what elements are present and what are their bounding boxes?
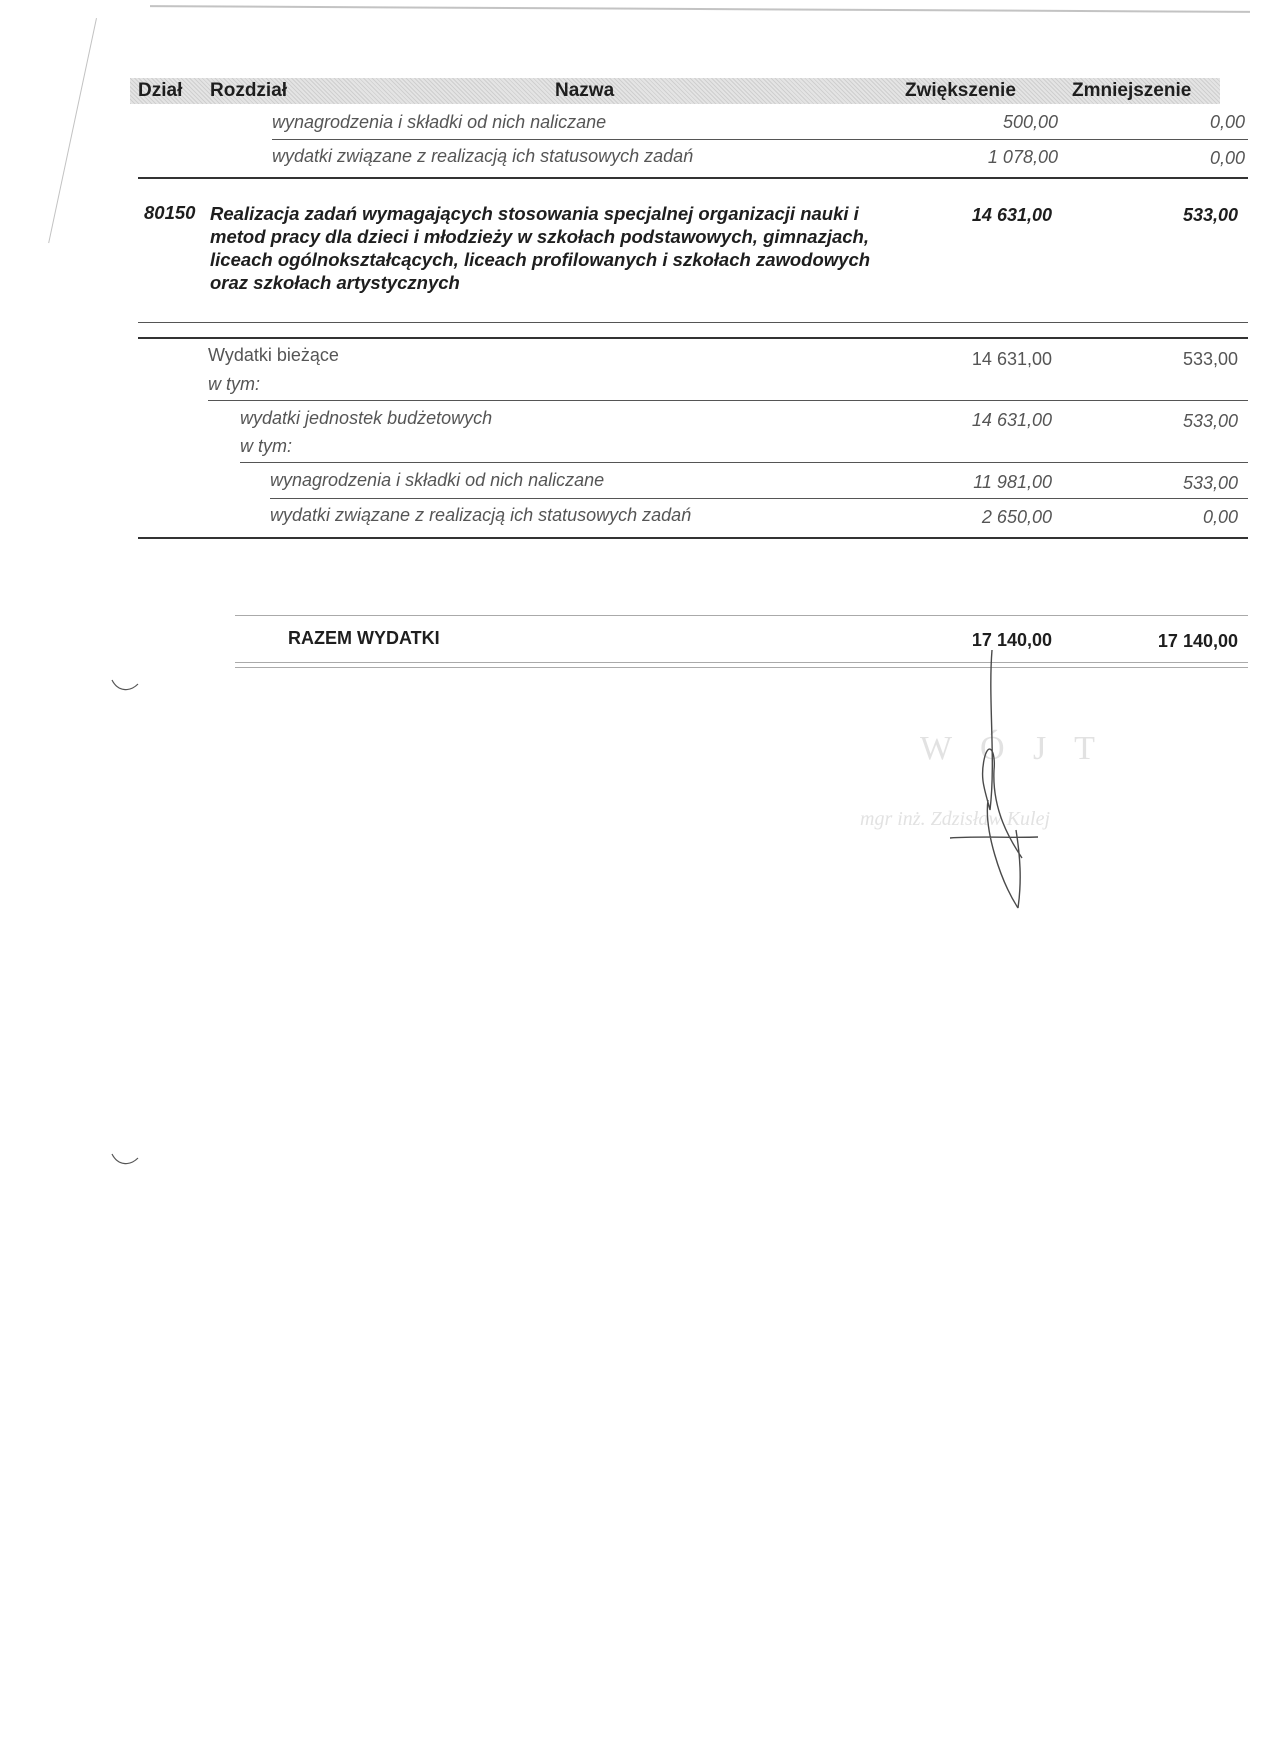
header-zwiekszenie: Zwiększenie [905, 80, 1016, 101]
scan-left-edge [48, 18, 97, 243]
scan-top-edge [150, 5, 1250, 13]
section-divider-bottom [138, 322, 1248, 323]
sub-row-1-increase: 11 981,00 [973, 472, 1052, 492]
top-row-1-increase: 500,00 [1002, 112, 1058, 132]
units-name: wydatki jednostek budżetowych [240, 408, 493, 428]
total-decrease: 17 140,00 [1157, 631, 1238, 651]
table-header-band [130, 78, 1220, 104]
signature-icon [930, 640, 1050, 920]
row-divider [272, 139, 1248, 140]
section-title: Realizacja zadań wymagających stosowania specjalnej organizacji nauki i metod pracy dla dzieci i młodzieży w szkołach podstawowych, gimnazjach, liceach ogólnokształcących, liceach profilowanych i szkołach zawodowych oraz szkołach artystycznych [210, 203, 871, 293]
stamp-title: W Ó J T [920, 730, 1105, 767]
current-increase: 14 631,00 [971, 349, 1052, 369]
header-dzial: Dział [138, 80, 183, 101]
units-decrease: 533,00 [1182, 411, 1238, 431]
row-divider [208, 400, 1248, 401]
current-name: Wydatki bieżące [208, 345, 339, 365]
row-divider [240, 462, 1248, 463]
row-divider [270, 498, 1248, 499]
top-row-1-name: wynagrodzenia i składki od nich naliczane [272, 112, 607, 132]
sub-row-2-decrease: 0,00 [1202, 507, 1238, 527]
section-divider [138, 177, 1248, 179]
total-increase: 17 140,00 [971, 630, 1052, 650]
current-w-tym: w tym: [208, 374, 260, 394]
sub-row-1-decrease: 533,00 [1182, 473, 1238, 493]
punch-hole-mark-bottom [110, 1150, 140, 1170]
sub-row-2-name: wydatki związane z realizacją ich statusowych zadań [270, 505, 692, 525]
sub-row-1-name: wynagrodzenia i składki od nich naliczane [270, 470, 605, 490]
top-row-2-increase: 1 078,00 [987, 147, 1058, 167]
section-code: 80150 [144, 202, 196, 223]
header-zmniejszenie: Zmniejszenie [1072, 80, 1192, 101]
top-row-2-decrease: 0,00 [1209, 148, 1245, 168]
section-increase: 14 631,00 [971, 205, 1052, 225]
total-top-line [235, 615, 1248, 616]
units-w-tym: w tym: [240, 436, 292, 456]
top-row-2-name: wydatki związane z realizacją ich statusowych zadań [272, 146, 694, 166]
punch-hole-mark-top [110, 676, 140, 696]
table-bottom-line [138, 537, 1248, 539]
total-label: RAZEM WYDATKI [288, 628, 440, 648]
current-decrease: 533,00 [1182, 349, 1238, 369]
sub-row-2-increase: 2 650,00 [981, 507, 1052, 527]
section-decrease: 533,00 [1182, 205, 1238, 225]
header-rozdzial: Rozdział [210, 80, 288, 101]
units-increase: 14 631,00 [971, 410, 1052, 430]
section-divider-bottom-2 [138, 337, 1248, 339]
total-bottom-line-1 [235, 662, 1248, 663]
top-row-1-decrease: 0,00 [1209, 112, 1245, 132]
stamp-name: mgr inż. Zdzisław Kulej [860, 808, 1051, 830]
total-bottom-line-2 [235, 667, 1248, 668]
header-nazwa: Nazwa [555, 80, 615, 101]
